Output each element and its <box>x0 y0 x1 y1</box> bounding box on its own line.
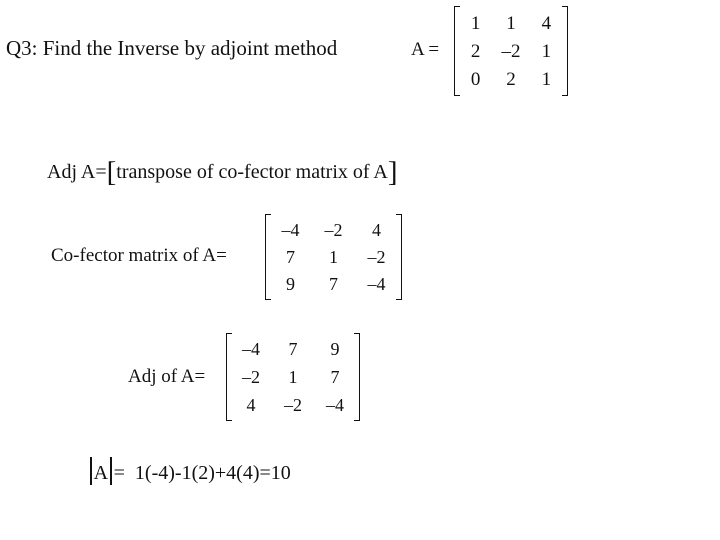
cofactor-cell: –2 <box>324 219 343 240</box>
abs-bar-left <box>90 457 92 485</box>
adjoint-cell: –4 <box>242 339 260 359</box>
adjoint-cell: 9 <box>330 339 340 359</box>
cofactor-grid <box>269 216 398 298</box>
abs-bar-right <box>110 457 112 485</box>
adjoint-grid <box>230 335 356 419</box>
adjoint-cell: 1 <box>288 367 298 387</box>
matrix-a-cell: 1 <box>541 40 552 62</box>
cofactor-matrix <box>265 214 402 300</box>
determinant-symbol: A <box>93 462 109 484</box>
matrix-a-cell: 2 <box>470 40 481 62</box>
matrix-a <box>454 6 568 96</box>
matrix-a-label: A = <box>411 39 440 60</box>
adjoint-matrix <box>226 333 360 421</box>
question-title: Q3: Find the Inverse by adjoint method <box>6 36 338 60</box>
adj-definition-prefix: Adj A= <box>47 161 107 183</box>
cofactor-label: Co-fector matrix of A= <box>51 245 227 266</box>
cofactor-cell: 9 <box>286 274 295 295</box>
adjoint-cell: 7 <box>288 339 298 359</box>
adj-definition <box>47 158 398 187</box>
determinant-expression: 1(-4)-1(2)+4(4)=10 <box>134 462 291 484</box>
cofactor-cell: 7 <box>286 246 295 267</box>
adjoint-cell: –2 <box>284 395 302 415</box>
determinant-equals: = <box>113 462 125 484</box>
cofactor-cell: 1 <box>329 246 338 267</box>
matrix-a-grid <box>458 9 564 93</box>
matrix-a-cell: 1 <box>506 12 516 34</box>
open-bracket: [ <box>106 156 117 188</box>
matrix-a-cell: 1 <box>470 12 481 34</box>
adj-definition-text: transpose of co-fector matrix of A <box>116 161 388 183</box>
matrix-a-cell: 1 <box>541 68 552 90</box>
adjoint-cell: –2 <box>242 367 260 387</box>
close-bracket: ] <box>387 156 398 188</box>
matrix-a-cell: –2 <box>501 40 521 62</box>
cofactor-cell: –4 <box>281 219 300 240</box>
cofactor-cell: 7 <box>329 274 338 295</box>
determinant-line <box>88 457 291 485</box>
matrix-a-cell: 0 <box>470 68 481 90</box>
adjoint-cell: 4 <box>246 395 256 415</box>
cofactor-cell: –4 <box>367 274 386 295</box>
matrix-a-cell: 2 <box>506 68 516 90</box>
adjoint-label: Adj of A= <box>128 366 206 387</box>
cofactor-cell: 4 <box>372 219 381 240</box>
matrix-a-cell: 4 <box>541 12 552 34</box>
adjoint-cell: 7 <box>330 367 340 387</box>
cofactor-cell: –2 <box>367 246 386 267</box>
adjoint-cell: –4 <box>326 395 344 415</box>
